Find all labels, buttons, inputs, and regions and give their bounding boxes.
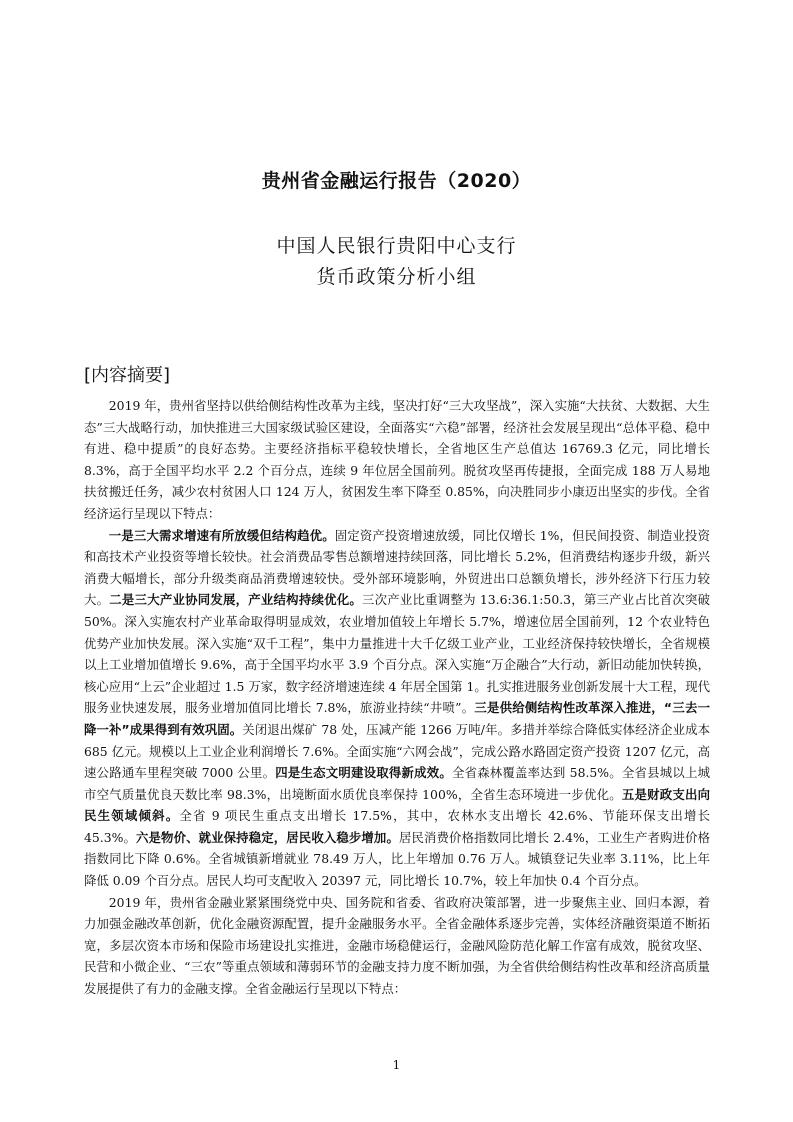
report-title: 贵州省金融运行报告（2020） [261,170,532,192]
author-group: 货币政策分析小组 [316,266,477,288]
abstract-heading: [内容摘要] [84,365,171,386]
bold-point-3: 三是供给侧结构性改革深入推进，“三去一降一补”成果得到有效巩固。 [84,700,710,737]
point-3-text: 关闭退出煤矿 78 处，压减产能 1266 万吨/年。多措并举综合降低实体经济企业成本 685 亿元。规模以上工业企业利润增长 7.6%。全面实施“六网会战”，完成公路水路固定资产投资 1207 亿元，高速公路通车里程突破 7000 公里。 [84,721,710,781]
point-6-text: 居民消费价格指数同比增长 2.4%，工业生产者购进价格指数同比下降 0.6%。全省城镇新增就业 78.49 万人，比上年增加 0.76 万人。城镇登记失业率 3.11%，比上年降低 0.09 个百分点。居民人均可支配收入 20397 元，同比增长 10.7%，较上年加快 0.4 个百分点。 [84,829,710,889]
author-organization: 中国人民银行贵阳中心支行 [276,235,517,257]
bold-point-6: 六是物价、就业保持稳定，居民收入稳步增加。 [136,829,399,845]
bold-point-2: 二是三大产业协同发展，产业结构持续优化。 [109,592,362,608]
abstract-body [84,395,710,1000]
bold-point-1: 一是三大需求增速有所放缓但结构趋优。 [108,527,335,543]
bold-point-5: 五是财政支出向民生领域倾斜。 [84,786,710,824]
abstract-paragraph-economy: 2019 年，贵州省坚持以供给侧结构性改革为主线，坚决打好“三大攻坚战”，深入实施“大扶贫、大数据、大生态”三大战略行动，加快推进三大国家级试验区建设，全面落实“六稳”部署，经济社会发展呈现出“总体平稳、稳中有进、稳中提质”的良好态势。主要经济指标平稳较快增长，全省地区生产总值达 16769.3 亿元，同比增长 8.3%，高于全国平均水平 2.2 个百分点，连续 9 年位居全国前列。脱贫攻坚再传捷报，全面完成 188 万人易地扶贫搬迁任务，减少农村贫困人口 124 万人，贫困发生率下降至 0.85%，向决胜同步小康迈出坚实的步伐。全省经济运行呈现以下特点： [84,398,710,521]
point-5-text: 全省 9 项民生重点支出增长 17.5%，其中，农林水支出增长 42.6%、节能环保支出增长 45.3%。 [84,808,710,845]
page-number: 1 [392,1058,401,1072]
point-1-text: 固定资产投资增速放缓，同比仅增长 1%，但民间投资、制造业投资和高技术产业投资等增长较快。社会消费品零售总额增速持续回落，同比增长 5.2%，但消费结构逐步升级，新兴消费大幅增长，部分升级类商品消费增速较快。受外部环境影响，外贸进出口总额负增长，涉外经济下行压力较大。 [84,527,710,608]
abstract-paragraph-features [84,525,710,892]
point-2-text: 三次产业比重调整为 13.6:36.1:50.3，第三产业占比首次突破 50%。深入实施农村产业革命取得明显成效，农业增加值较上年增长 5.7%，增速位居全国前列，12 个农业特色优势产业加快发展。深入实施“双千工程”，集中力量推进十大千亿级工业产业，工业经济保持较快增长，全省规模以上工业增加值增长 9.6%，高于全国平均水平 3.9 个百分点。深入实施“万企融合”大行动，新旧动能加快转换，核心应用“上云”企业超过 1.5 万家，数字经济增速连续 4 年居全国第 1。扎实推进服务业创新发展十大工程，现代服务业快速发展，服务业增加值同比增长 7.8%，旅游业持续“井喷”。 [84,592,711,716]
bold-point-4: 四是生态文明建设取得新成效。 [275,765,452,781]
abstract-paragraph-finance: 2019 年，贵州省金融业紧紧围绕党中央、国务院和省委、省政府决策部署，进一步聚焦主业、回归本源，着力加强金融改革创新，优化金融资源配置，提升金融服务水平。全省金融体系逐步完善，实体经济融资渠道不断拓宽，多层次资本市场和保险市场建设扎实推进，金融市场稳健运行，金融风险防范化解工作富有成效，脱贫攻坚、民营和小微企业、“三农”等重点领域和薄弱环节的金融支持力度不断加强，为全省供给侧结构性改革和经济高质量发展提供了有力的金融支撑。全省金融运行呈现以下特点： [84,894,710,997]
point-4-text: 全省森林覆盖率达到 58.5%。全省县城以上城市空气质量优良天数比率 98.3%，出境断面水质优良率保持 100%，全省生态环境进一步优化。 [84,765,710,802]
